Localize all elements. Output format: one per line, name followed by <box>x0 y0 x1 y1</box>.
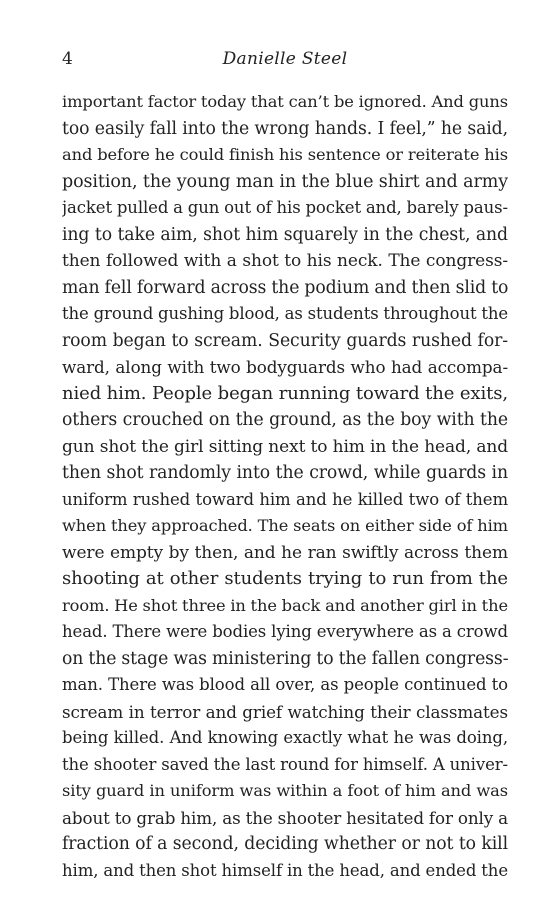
text-line: gun shot the girl sitting next to him in the head, and <box>62 436 508 457</box>
text-line: too easily fall into the wrong hands. I feel,” he said, <box>62 118 508 139</box>
running-head-author: Danielle Steel <box>222 49 348 69</box>
body-text <box>62 89 508 884</box>
text-line: and before he could finish his sentence or reiterate his <box>62 145 508 164</box>
page-header <box>62 46 508 72</box>
text-line: nied him. People began running toward the exits, <box>62 382 508 404</box>
text-line: then shot randomly into the crowd, while guards in <box>62 463 508 483</box>
text-line: uniform rushed toward him and he killed two of them <box>62 489 508 509</box>
text-line: ing to take aim, shot him squarely in the chest, and <box>62 224 508 245</box>
text-line: man. There was blood all over, as people continued to <box>62 675 508 694</box>
text-line: being killed. And knowing exactly what he was doing, <box>62 728 508 747</box>
text-line: shooting at other students trying to run from the <box>62 568 508 589</box>
text-line: ward, along with two bodyguards who had accompa- <box>62 357 508 377</box>
text-line: the ground gushing blood, as students throughout the <box>62 304 508 323</box>
text-line: sity guard in uniform was within a foot of him and was <box>62 781 508 800</box>
text-line: scream in terror and grief watching their classmates <box>62 701 508 722</box>
text-line: position, the young man in the blue shirt and army <box>62 171 508 192</box>
text-line: room. He shot three in the back and another girl in the <box>62 595 508 615</box>
text-line: about to grab him, as the shooter hesitated for only a <box>62 807 508 828</box>
text-line: the shooter saved the last round for himself. A univer- <box>62 754 508 774</box>
text-line: when they approached. The seats on either side of him <box>62 516 508 535</box>
text-line: head. There were bodies lying everywhere as a crowd <box>62 622 508 641</box>
text-line: jacket pulled a gun out of his pocket and, barely paus- <box>62 198 508 217</box>
text-line: him, and then shot himself in the head, and ended the <box>62 860 508 880</box>
text-line: man fell forward across the podium and then slid to <box>62 277 508 298</box>
text-line: others crouched on the ground, as the boy with the <box>62 410 508 430</box>
text-line: then followed with a shot to his neck. The congress- <box>62 251 508 271</box>
text-line: fraction of a second, deciding whether or not to kill <box>62 834 508 854</box>
text-line: important factor today that can’t be ignored. And guns <box>62 92 508 111</box>
page-number: 4 <box>62 49 73 69</box>
text-line: room began to scream. Security guards rushed for- <box>62 330 508 351</box>
text-line: on the stage was ministering to the fallen congress- <box>62 648 508 669</box>
text-line: were empty by then, and he ran swiftly across them <box>62 542 508 563</box>
